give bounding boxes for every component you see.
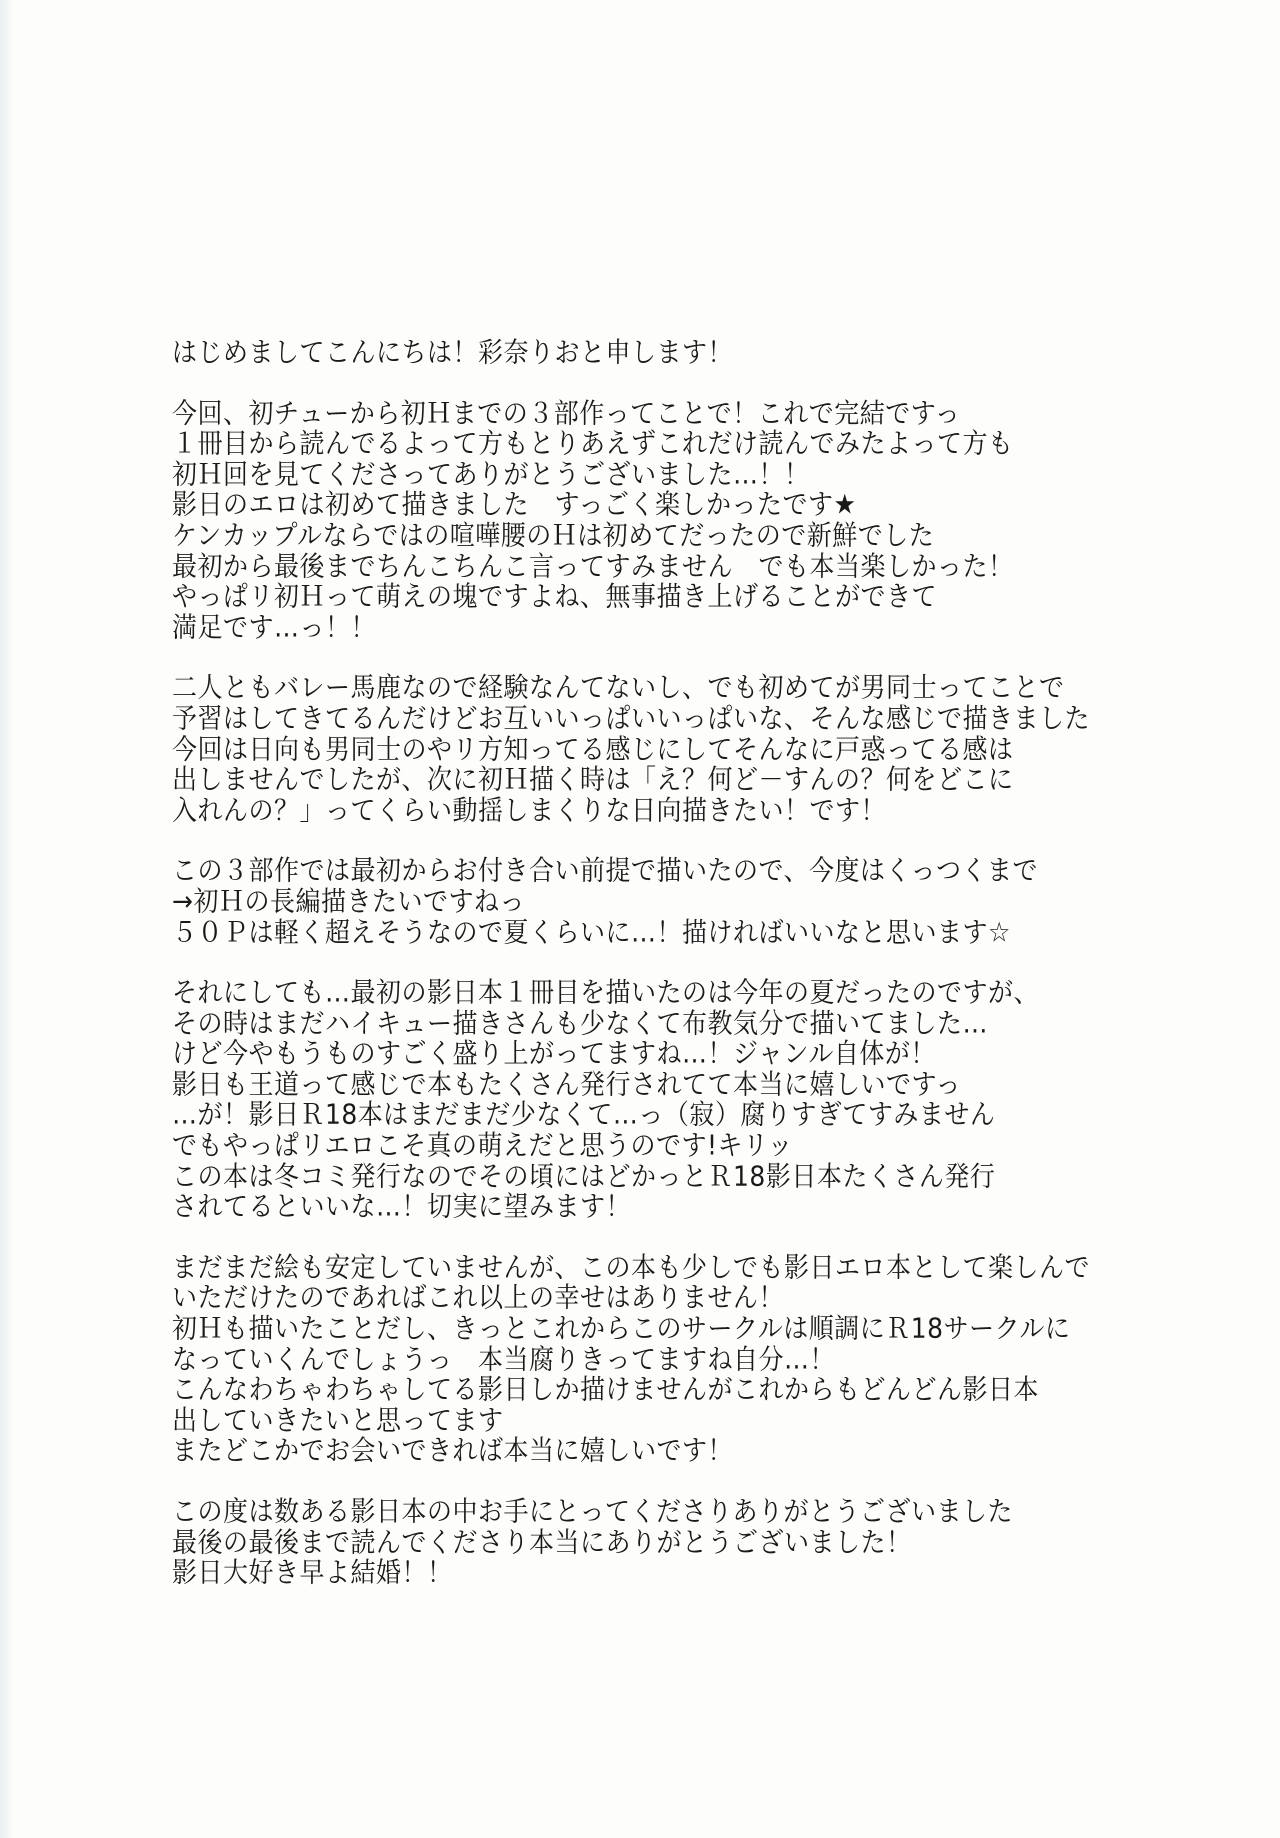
text-line: 最初から最後までちんこちんこ言ってすみません でも本当楽しかった！ [172,549,1014,582]
text-line: こんなわちゃわちゃしてる影日しか描けませんがこれからもどんどん影日本 [172,1373,1040,1406]
page-gutter-edge [0,0,14,1838]
text-line: ５０Ｐは軽く超えそうなので夏くらいに…！描ければいいなと思います☆ [172,915,1011,948]
text-line: その時はまだハイキュー描きさんも少なくて布教気分で描いてました… [172,1006,989,1039]
text-line: 最後の最後まで読んでくださり本当にありがとうございました！ [172,1525,912,1558]
text-line: それにしても…最初の影日本１冊目を描いたのは今年の夏だったのですが、 [172,976,1040,1008]
text-line: なっていくんでしょうっ 本当腐りきってますね自分…！ [172,1342,836,1375]
text-line: 二人ともバレー馬鹿なので経験なんてないし、でも初めてが男同士ってことで [172,671,1065,704]
text-line: 今回、初チューから初Ｈまでの３部作ってことで！これで完結ですっ [172,396,961,429]
paragraph-next-plans [172,854,1192,946]
text-line: この３部作では最初からお付き合い前提で描いたので、今度はくっつくまで [172,854,1039,887]
text-line: 予習はしてきてるんだけどお互いいっぱいいっぱいな、そんな感じで描きました [172,701,1091,734]
paragraph-characters [172,671,1192,824]
text-line: １冊目から読んでるよって方もとりあえずこれだけ読んでみたよって方も [172,427,1014,460]
text-line: 今回は日向も男同士のやリ方知ってる感じにしてそんなに戸惑ってる感は [172,732,1014,765]
text-line: やっぱリ初Ｈって萌えの塊ですよね、無事描き上げることができて [172,580,938,613]
text-line: されてるといいな…！切実に望みます！ [172,1190,632,1223]
text-line: この度は数ある影日本の中お手にとってくださりありがとうございました [172,1495,1014,1527]
paragraph-greeting [172,336,1192,367]
paragraph-closing [172,1495,1192,1587]
text-line: 初Ｈも描いたことだし、きっとこれからこのサークルは順調にＲ18サークルに [172,1312,1071,1344]
text-line: 入れんの？」ってくらい動揺しまくりな日向描きたい！です！ [172,793,887,826]
paragraph-genre [172,976,1192,1221]
text-line: まだまだ絵も安定していませんが、この本も少しでも影日エロ本として楽しんで [172,1250,1091,1283]
text-line: →初Ｈの長編描きたいですねっ [172,884,525,917]
paragraph-thanks-circle [172,1251,1192,1465]
paragraph-series-complete [172,397,1192,642]
text-line: またどこかでお会いできれば本当に嬉しいです！ [172,1434,734,1467]
text-line: 満足です…っ！！ [172,610,377,643]
text-line: 出していきたいと思ってます [172,1403,504,1436]
text-line: いただけたのであればこれ以上の幸せはありません！ [172,1281,785,1314]
text-line: 初Ｈ回を見てくださってありがとうございました…！！ [172,457,810,490]
text-line: ケンカップルならではの喧嘩腰のＨは初めてだったので新鮮でした [172,518,935,551]
text-line: はじめましてこんにちは！彩奈りおと申します！ [172,336,734,368]
text-line: 影日も王道って感じで本もたくさん発行されてて本当に嬉しいですっ [172,1067,962,1100]
text-line: けど今やもうものすごく盛り上がってますね…！ジャンル自体が！ [172,1037,936,1070]
text-line: でもやっぱリエロこそ真の萌えだと思うのです!キリッ [172,1129,794,1161]
text-line: 出しませんでしたが、次に初Ｈ描く時は「え？何ど－すんの？何をどこに [172,763,1014,796]
text-line: この本は冬コミ発行なのでその頃にはどかっとＲ18影日本たくさん発行 [172,1159,996,1192]
text-line: 影日大好き早よ結婚！！ [172,1556,453,1589]
text-line: 影日のエロは初めて描きました すっごく楽しかったです★ [172,488,857,521]
text-line: …が！影日Ｒ18本はまだまだ少なくて…っ（寂）腐りすぎてすみません [172,1098,996,1131]
afterword-text [172,336,1192,1617]
